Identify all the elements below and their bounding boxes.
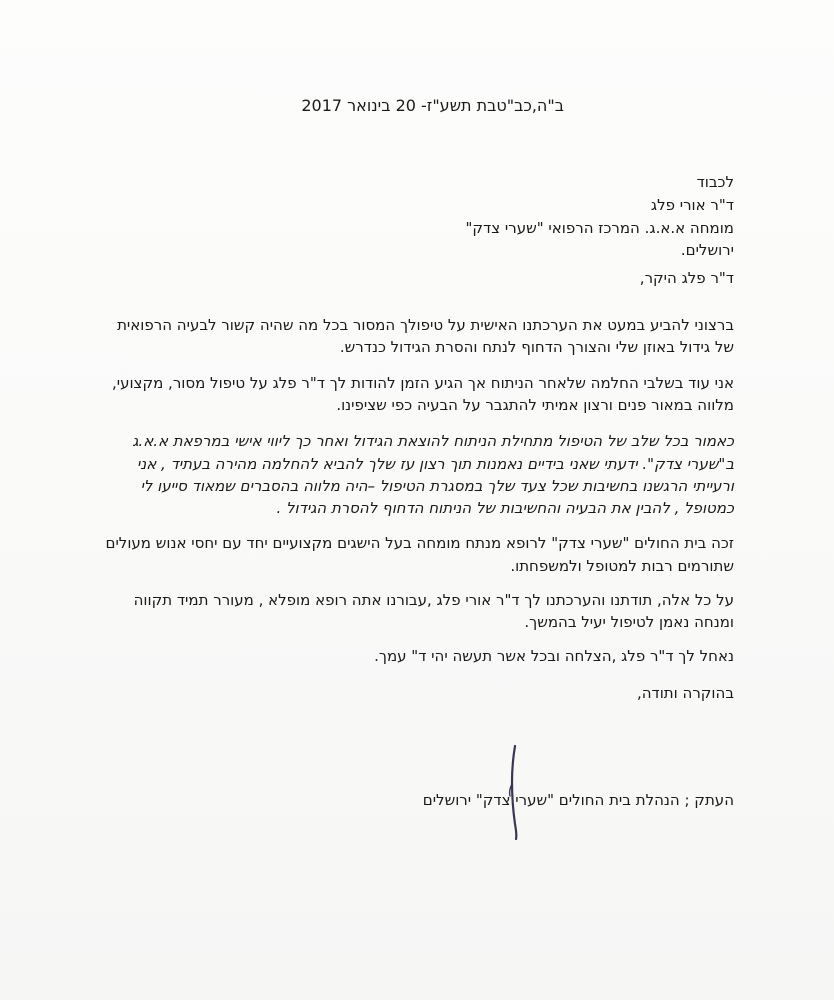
paragraph-5-line-2: ומנחה נאמן לטיפול יעיל בהמשך. bbox=[524, 613, 734, 631]
copy-to-line: העתק ; הנהלת בית החולים "שערי צדק" ירושלים bbox=[422, 791, 734, 809]
paragraph-3-line-3: ורעייתי הרגשנו בחשיבות שכל צעד שלך במסגרת הטיפול –היה מלווה בהסברים שמאוד סייעו לי bbox=[140, 477, 734, 495]
paragraph-1-line-1: ברצוני להביע במעט את הערכתנו האישית על טיפולך המסור בכל מה שהיה קשור לבעיה הרפואית bbox=[117, 316, 734, 334]
paragraph-4-line-2: שתורמים רבות למטופל ולמשפחתו. bbox=[510, 557, 734, 575]
paragraph-2-line-1: אני עוד בשלבי החלמה שלאחר הניתוח אך הגיע הזמן להודות לך ד"ר פלג על טיפול מסור, מקצועי, bbox=[111, 374, 734, 392]
paragraph-3-line-2: ב"שערי צדק". ידעתי שאני בידיים נאמנות תוך רצון עז שלך להביא להחלמה מהירה בעתיד , אני bbox=[136, 455, 734, 473]
paragraph-4-line-1: זכה בית החולים "שערי צדק" לרופא מנתח מומחה בעל הישגים מקצועיים יחד עם יחסי אנוש מעולים bbox=[105, 534, 734, 552]
paragraph-5-line-1: על כל אלה, תודתנו והערכתנו לך ד"ר אורי פלג ,עבורנו אתה רופא מופלא , מעורר תמיד תקווה bbox=[133, 591, 734, 609]
paragraph-6-line-1: נאחל לך ד"ר פלג ,הצלחה ובכל אשר תעשה יהי ד" עמך. bbox=[374, 647, 734, 665]
paragraph-3-line-1: כאמור בכל שלב של הטיפול מתחילת הניתוח להוצאת הגידול ואחר כך ליווי אישי במרפאת א.א.ג bbox=[132, 432, 734, 450]
paragraph-2-line-2: מלווה במאור פנים ורצון אמיתי להתגבר על הבעיה כפי שציפינו. bbox=[336, 396, 734, 414]
recipient-name: ד"ר אורי פלג bbox=[650, 196, 734, 214]
letter-greeting: ד"ר פלג היקר, bbox=[639, 269, 734, 287]
paragraph-3-line-4: כמטופל , להבין את הבעיה והחשיבות של הניתוח הדחוף להסרת הגידול . bbox=[276, 499, 734, 517]
letter-closing: בהוקרה ותודה, bbox=[636, 684, 734, 702]
recipient-title: מומחה א.א.ג. המרכז הרפואי "שערי צדק" bbox=[465, 219, 734, 237]
paragraph-1-line-2: של גידול באוזן שלי והצורך הדחוף לנתח והסרת הגידול כנדרש. bbox=[339, 338, 734, 356]
recipient-city: ירושלים. bbox=[680, 241, 734, 259]
letter-date: ב"ה,כב"טבת תשע"ז- 20 בינואר 2017 bbox=[301, 96, 564, 115]
recipient-salutation: לכבוד bbox=[696, 173, 734, 191]
